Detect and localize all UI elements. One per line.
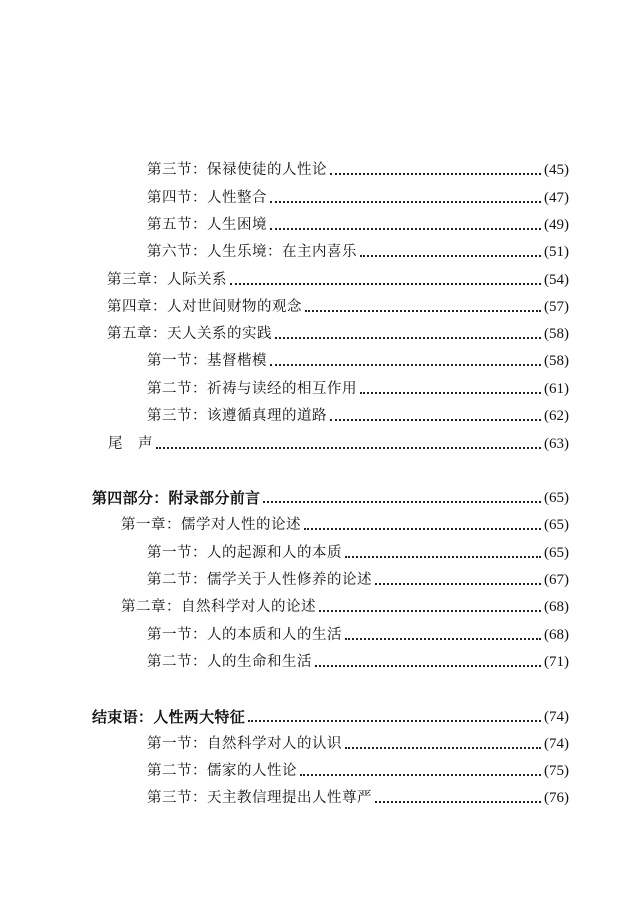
toc-entry-title: 尾 声	[108, 436, 153, 452]
dot-leader	[275, 337, 541, 339]
toc-entry	[92, 705, 569, 727]
toc-entry-page: (61)	[544, 381, 569, 397]
toc-entry	[107, 295, 569, 317]
dot-leader	[360, 255, 541, 257]
dot-leader	[156, 447, 541, 449]
dot-leader	[305, 310, 541, 312]
dot-leader	[330, 419, 541, 421]
dot-leader	[360, 392, 541, 394]
toc-entry-title: 第三章：人际关系	[107, 272, 227, 288]
toc-entry-page: (49)	[544, 217, 569, 233]
dot-leader	[375, 583, 541, 585]
toc-entry-title: 第二节：人的生命和生活	[147, 654, 312, 670]
dot-leader	[270, 201, 541, 203]
toc-entry	[108, 432, 569, 454]
toc-entry-title: 第二节：儒学关于人性修养的论述	[147, 572, 372, 588]
dot-leader	[248, 720, 541, 722]
toc-entry-page: (54)	[544, 272, 569, 288]
toc-entry	[147, 240, 569, 262]
toc-entry-title: 第二章：自然科学对人的论述	[121, 599, 316, 615]
toc-entry-page: (68)	[544, 599, 569, 615]
toc-entry	[147, 650, 569, 672]
toc-entry	[121, 513, 569, 535]
toc-entry	[147, 213, 569, 235]
toc-entry-title: 第五章：天人关系的实践	[107, 326, 272, 342]
dot-leader	[263, 501, 541, 503]
toc-entry-page: (63)	[544, 436, 569, 452]
toc-entry-page: (76)	[544, 790, 569, 806]
toc-entry-page: (68)	[544, 627, 569, 643]
toc-entry-page: (71)	[544, 654, 569, 670]
toc-entry	[147, 623, 569, 645]
toc-entry-page: (74)	[544, 709, 569, 725]
toc-entry-page: (45)	[544, 162, 569, 178]
dot-leader	[345, 556, 541, 558]
dot-leader	[315, 665, 541, 667]
toc-entry-page: (58)	[544, 326, 569, 342]
toc-entry-page: (51)	[544, 244, 569, 260]
toc-entry-title: 结束语：人性两大特征	[92, 708, 246, 726]
toc-entry-page: (65)	[544, 545, 569, 561]
dot-leader	[230, 283, 541, 285]
toc-entry-page: (67)	[544, 572, 569, 588]
toc-entry-title: 第四部分：附录部分前言	[92, 489, 261, 507]
dot-leader	[345, 638, 541, 640]
toc-entry-title: 第一章：儒学对人性的论述	[121, 517, 301, 533]
toc-entry	[147, 377, 569, 399]
toc-entry	[107, 268, 569, 290]
toc-entry-title: 第三节：天主教信理提出人性尊严	[147, 790, 372, 806]
toc-entry-title: 第四章：人对世间财物的观念	[107, 299, 302, 315]
toc-entry-title: 第一节：人的起源和人的本质	[147, 545, 342, 561]
toc-entry-title: 第一节：自然科学对人的认识	[147, 736, 342, 752]
toc-entry-page: (75)	[544, 763, 569, 779]
toc-entry-page: (65)	[544, 490, 569, 506]
toc-entry-title: 第一节：基督楷模	[147, 353, 267, 369]
toc-entry-title: 第一节：人的本质和人的生活	[147, 627, 342, 643]
toc-entry-title: 第三节：该遵循真理的道路	[147, 408, 327, 424]
toc-entry	[147, 186, 569, 208]
dot-leader	[270, 228, 541, 230]
toc-entry-page: (62)	[544, 408, 569, 424]
toc-entry-title: 第三节：保禄使徒的人性论	[147, 162, 327, 178]
dot-leader	[375, 801, 541, 803]
toc-entry	[147, 759, 569, 781]
toc-entry	[147, 158, 569, 180]
dot-leader	[300, 774, 541, 776]
toc-entry	[107, 322, 569, 344]
dot-leader	[345, 747, 541, 749]
toc-entry-page: (58)	[544, 353, 569, 369]
toc-entry-title: 第五节：人生困境	[147, 217, 267, 233]
toc-entry	[147, 404, 569, 426]
toc-entry	[121, 595, 569, 617]
toc-entry	[147, 541, 569, 563]
toc-entry	[147, 349, 569, 371]
toc-entry	[147, 786, 569, 808]
toc-entry-title: 第四节：人性整合	[147, 190, 267, 206]
toc-entry-title: 第六节：人生乐境：在主内喜乐	[147, 244, 357, 260]
toc-entry	[147, 732, 569, 754]
toc-entry	[147, 568, 569, 590]
toc-entry-page: (74)	[544, 736, 569, 752]
dot-leader	[330, 173, 541, 175]
toc-entry-page: (65)	[544, 517, 569, 533]
dot-leader	[319, 610, 541, 612]
toc-entry-title: 第二节：儒家的人性论	[147, 763, 297, 779]
toc-entry-page: (57)	[544, 299, 569, 315]
dot-leader	[304, 528, 541, 530]
dot-leader	[270, 364, 541, 366]
toc-entry	[92, 486, 569, 508]
toc-entry-title: 第二节：祈祷与读经的相互作用	[147, 381, 357, 397]
toc-entry-page: (47)	[544, 190, 569, 206]
